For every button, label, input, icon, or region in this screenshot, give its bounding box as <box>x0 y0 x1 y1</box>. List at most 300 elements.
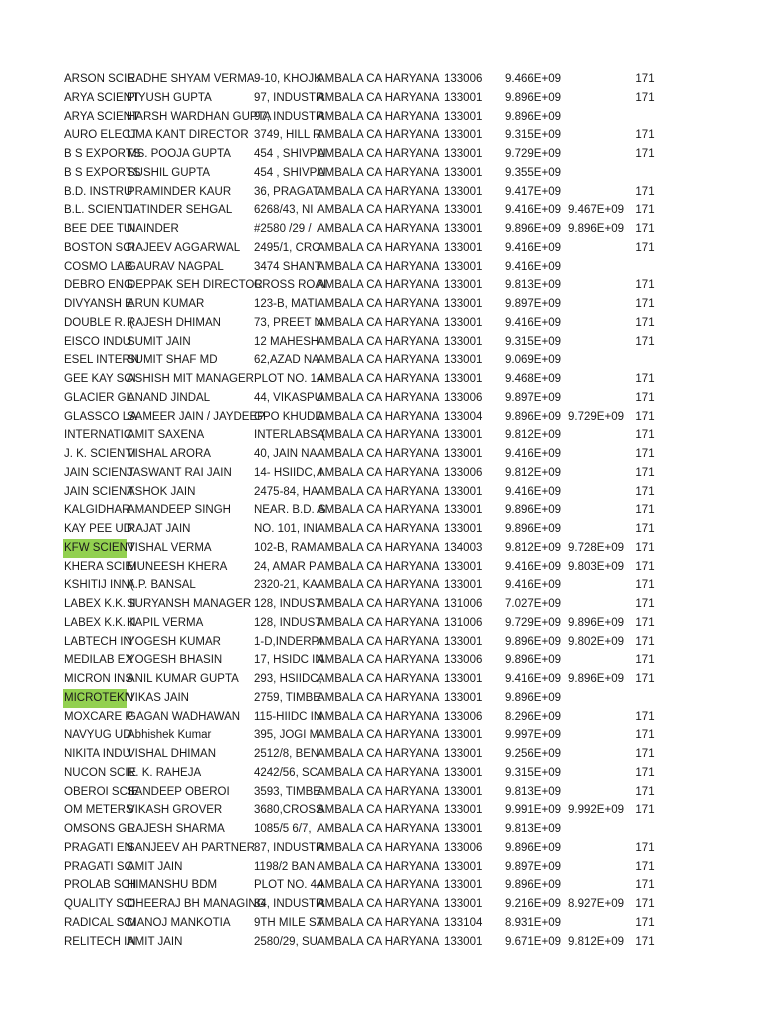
phone-cell[interactable]: 9.812E+09 <box>505 429 561 442</box>
city-state-cell[interactable]: AMBALA CA HARYANA <box>317 279 440 292</box>
company-cell[interactable]: OM METERS <box>64 804 134 817</box>
contact-cell[interactable]: YOGESH KUMAR <box>127 635 221 648</box>
code-cell[interactable]: 171 <box>635 748 655 760</box>
company-cell[interactable]: ESEL INTERN <box>64 354 139 367</box>
address-cell[interactable]: 6268/43, NI <box>254 204 314 217</box>
contact-cell[interactable]: KAPIL VERMA <box>127 616 204 629</box>
code-cell[interactable]: 171 <box>635 673 655 685</box>
phone-cell[interactable]: 9.813E+09 <box>505 279 561 292</box>
contact-cell[interactable]: JASWANT RAI JAIN <box>127 466 232 479</box>
address-cell[interactable]: 84, INDUSTR <box>254 898 325 910</box>
phone-cell[interactable]: 9.897E+09 <box>505 391 561 404</box>
address-cell[interactable]: CROSS ROAI <box>254 279 327 292</box>
contact-cell[interactable]: MANOJ MANKOTIA <box>127 916 231 929</box>
pincode-cell[interactable]: 133004 <box>444 410 483 423</box>
phone-cell[interactable]: 9.315E+09 <box>505 335 561 348</box>
city-state-cell[interactable]: AMBALA CA HARYANA <box>317 373 440 385</box>
contact-cell[interactable]: SURYANSH MANAGER <box>127 598 252 610</box>
phone-cell[interactable]: 9.468E+09 <box>505 373 561 385</box>
company-cell[interactable]: DOUBLE R. ( <box>64 316 134 329</box>
pincode-cell[interactable]: 133001 <box>444 448 483 460</box>
address-cell[interactable]: 454 , SHIVPU <box>254 166 326 179</box>
phone2-cell[interactable] <box>566 745 624 764</box>
phone2-cell[interactable] <box>566 689 624 708</box>
city-state-cell[interactable]: AMBALA CA HARYANA <box>317 560 440 573</box>
code-cell[interactable]: 171 <box>635 223 655 235</box>
code-cell[interactable]: 171 <box>635 241 655 254</box>
code-cell[interactable]: 171 <box>635 710 655 723</box>
code-cell[interactable]: 171 <box>635 373 655 385</box>
pincode-cell[interactable]: 133001 <box>444 316 483 329</box>
city-state-cell[interactable]: AMBALA CA HARYANA <box>317 691 440 704</box>
pincode-cell[interactable]: 133001 <box>444 635 483 648</box>
pincode-cell[interactable]: 133001 <box>444 748 483 760</box>
phone-cell[interactable]: 9.416E+09 <box>505 260 561 273</box>
address-cell[interactable]: 24, AMAR P <box>254 560 317 573</box>
phone2-cell[interactable] <box>566 89 624 108</box>
address-cell[interactable]: 4242/56, SC <box>254 766 318 779</box>
company-cell[interactable]: KAY PEE UD' <box>64 523 135 535</box>
company-cell[interactable]: NIKITA INDU <box>64 748 131 760</box>
phone-cell[interactable]: 9.896E+09 <box>505 110 561 123</box>
phone-cell[interactable]: 9.897E+09 <box>505 860 561 873</box>
city-state-cell[interactable]: AMBALA CA HARYANA <box>317 748 440 760</box>
city-state-cell[interactable]: AMBALA CA HARYANA <box>317 841 440 854</box>
address-cell[interactable]: 9TH MILE ST <box>254 916 324 929</box>
phone2-cell[interactable] <box>566 276 624 295</box>
phone-cell[interactable]: 9.896E+09 <box>505 410 561 423</box>
pincode-cell[interactable]: 133001 <box>444 429 483 442</box>
pincode-cell[interactable]: 133006 <box>444 654 483 667</box>
contact-cell[interactable]: AMIT JAIN <box>127 860 183 873</box>
phone2-cell[interactable] <box>566 426 624 445</box>
address-cell[interactable]: 123-B, MATI <box>254 298 318 310</box>
company-cell[interactable]: ARYA SCIENT <box>64 91 139 104</box>
pincode-cell[interactable]: 133001 <box>444 485 483 498</box>
city-state-cell[interactable]: AMBALA CA HARYANA <box>317 335 440 348</box>
phone-cell[interactable]: 9.671E+09 <box>505 935 561 948</box>
address-cell[interactable]: 36, PRAGAT <box>254 185 320 198</box>
company-cell[interactable]: B.D. INSTRU <box>64 185 133 198</box>
phone2-cell[interactable] <box>566 839 624 858</box>
phone-cell[interactable]: 9.897E+09 <box>505 298 561 310</box>
city-state-cell[interactable]: AMBALA CA HARYANA <box>317 73 440 85</box>
company-cell[interactable]: COSMO LAB <box>64 260 133 273</box>
phone2-cell[interactable] <box>566 595 624 614</box>
pincode-cell[interactable]: 133001 <box>444 204 483 217</box>
phone-cell[interactable]: 9.069E+09 <box>505 354 561 367</box>
pincode-cell[interactable]: 133001 <box>444 860 483 873</box>
code-cell[interactable]: 171 <box>635 448 655 460</box>
pincode-cell[interactable]: 133001 <box>444 335 483 348</box>
contact-cell[interactable]: VIKAS JAIN <box>127 691 189 704</box>
contact-cell[interactable]: DHEERAJ BH MANAGING <box>127 898 266 910</box>
code-cell[interactable]: 171 <box>635 729 655 742</box>
city-state-cell[interactable]: AMBALA CA HARYANA <box>317 485 440 498</box>
code-cell[interactable]: 171 <box>635 298 655 310</box>
contact-cell[interactable]: JATINDER SEHGAL <box>127 204 233 217</box>
company-cell[interactable]: MOXCARE P <box>64 710 134 723</box>
pincode-cell[interactable]: 133006 <box>444 710 483 723</box>
pincode-cell[interactable]: 131006 <box>444 598 483 610</box>
company-cell[interactable]: JAIN SCIENT <box>64 466 135 479</box>
code-cell[interactable]: 171 <box>635 279 655 292</box>
phone-cell[interactable]: 9.416E+09 <box>505 241 561 254</box>
address-cell[interactable]: 102-B, RAM <box>254 541 317 554</box>
phone2-cell[interactable] <box>566 651 624 670</box>
phone2-cell[interactable] <box>566 576 624 595</box>
code-cell[interactable] <box>630 689 660 708</box>
city-state-cell[interactable]: AMBALA CA HARYANA <box>317 391 440 404</box>
pincode-cell[interactable]: 133001 <box>444 185 483 198</box>
code-cell[interactable]: 171 <box>635 148 655 160</box>
contact-cell[interactable]: SUMIT SHAF MD <box>127 354 218 367</box>
address-cell[interactable]: 454 , SHIVPU <box>254 148 326 160</box>
pincode-cell[interactable]: 133001 <box>444 804 483 817</box>
company-cell[interactable]: MEDILAB EX <box>64 654 134 667</box>
pincode-cell[interactable]: 133006 <box>444 841 483 854</box>
address-cell[interactable]: 12 MAHESH <box>254 335 320 348</box>
phone-cell[interactable]: 9.256E+09 <box>505 748 561 760</box>
pincode-cell[interactable]: 133001 <box>444 691 483 704</box>
address-cell[interactable]: #2580 /29 / <box>254 223 312 235</box>
phone-cell[interactable]: 9.896E+09 <box>505 223 561 235</box>
address-cell[interactable]: 97, INDUSTR <box>254 110 325 123</box>
address-cell[interactable]: 3474 SHANT <box>254 260 322 273</box>
address-cell[interactable]: 2580/29, SU <box>254 935 318 948</box>
phone2-cell[interactable] <box>566 726 624 745</box>
address-cell[interactable]: 3593, TIMBE <box>254 785 321 798</box>
phone-cell[interactable]: 9.813E+09 <box>505 785 561 798</box>
address-cell[interactable]: 3749, HILL R <box>254 129 322 142</box>
code-cell[interactable]: 171 <box>635 879 655 892</box>
phone-cell[interactable]: 9.315E+09 <box>505 766 561 779</box>
phone-cell[interactable]: 9.812E+09 <box>505 466 561 479</box>
phone-cell[interactable]: 9.416E+09 <box>505 579 561 592</box>
pincode-cell[interactable]: 134003 <box>444 541 483 554</box>
address-cell[interactable]: 2475-84, HA <box>254 485 319 498</box>
address-cell[interactable]: 3680,CROSS <box>254 804 324 817</box>
company-cell[interactable]: INTERNATIC <box>64 429 133 442</box>
code-cell[interactable]: 171 <box>635 91 655 104</box>
phone-cell[interactable]: 9.417E+09 <box>505 185 561 198</box>
city-state-cell[interactable]: AMBALA CA HARYANA <box>317 823 440 835</box>
city-state-cell[interactable]: AMBALA CA HARYANA <box>317 110 440 123</box>
pincode-cell[interactable]: 133006 <box>444 73 483 85</box>
phone2-cell[interactable] <box>566 333 624 352</box>
pincode-cell[interactable]: 133001 <box>444 91 483 104</box>
contact-cell[interactable]: VISHAL VERMA <box>127 541 212 554</box>
pincode-cell[interactable]: 133001 <box>444 523 483 535</box>
code-cell[interactable]: 171 <box>635 204 655 217</box>
phone2-cell[interactable] <box>566 164 624 183</box>
city-state-cell[interactable]: AMBALA CA HARYANA <box>317 448 440 460</box>
phone-cell[interactable]: 9.729E+09 <box>505 616 561 629</box>
pincode-cell[interactable]: 133001 <box>444 673 483 685</box>
phone2-cell[interactable] <box>566 370 624 389</box>
contact-cell[interactable]: A.P. BANSAL <box>127 579 196 592</box>
company-cell[interactable]: NUCON SCIE <box>64 766 137 779</box>
city-state-cell[interactable]: AMBALA CA HARYANA <box>317 354 440 367</box>
phone2-cell[interactable] <box>566 520 624 539</box>
pincode-cell[interactable]: 133001 <box>444 560 483 573</box>
pincode-cell[interactable]: 133001 <box>444 129 483 142</box>
phone2-cell[interactable] <box>566 483 624 502</box>
code-cell[interactable]: 171 <box>635 466 655 479</box>
phone2-cell[interactable]: 9.729E+09 <box>568 410 624 423</box>
phone2-cell[interactable]: 9.896E+09 <box>568 616 624 629</box>
phone-cell[interactable]: 9.812E+09 <box>505 541 561 554</box>
company-cell[interactable]: MICRON INS <box>64 673 133 685</box>
contact-cell[interactable]: MS. POOJA GUPTA <box>127 148 231 160</box>
contact-cell[interactable]: NAINDER <box>127 223 179 235</box>
code-cell[interactable]: 171 <box>635 185 655 198</box>
phone-cell[interactable]: 9.315E+09 <box>505 129 561 142</box>
phone2-cell[interactable] <box>566 314 624 333</box>
code-cell[interactable]: 171 <box>635 654 655 667</box>
phone-cell[interactable]: 9.896E+09 <box>505 504 561 517</box>
contact-cell[interactable]: AMIT SAXENA <box>127 429 205 442</box>
address-cell[interactable]: 2759, TIMBE <box>254 691 321 704</box>
phone-cell[interactable]: 9.416E+09 <box>505 560 561 573</box>
city-state-cell[interactable]: AMBALA CA HARYANA <box>317 766 440 779</box>
address-cell[interactable]: 17, HSIDC IN <box>254 654 324 667</box>
phone-cell[interactable]: 9.466E+09 <box>505 73 561 85</box>
phone-cell[interactable]: 8.931E+09 <box>505 916 561 929</box>
code-cell[interactable]: 171 <box>635 316 655 329</box>
address-cell[interactable]: 128, INDUST <box>254 598 323 610</box>
phone-cell[interactable]: 9.729E+09 <box>505 148 561 160</box>
code-cell[interactable]: 171 <box>635 335 655 348</box>
pincode-cell[interactable]: 133001 <box>444 579 483 592</box>
pincode-cell[interactable]: 133001 <box>444 766 483 779</box>
phone-cell[interactable]: 7.027E+09 <box>505 598 561 610</box>
code-cell[interactable]: 171 <box>635 485 655 498</box>
code-cell[interactable]: 171 <box>635 898 655 910</box>
company-cell[interactable]: EISCO INDU <box>64 335 132 348</box>
company-cell[interactable]: PRAGATI EN <box>64 841 133 854</box>
city-state-cell[interactable]: AMBALA CA HARYANA <box>317 654 440 667</box>
address-cell[interactable]: 9-10, KHOJK <box>254 73 322 85</box>
code-cell[interactable]: 171 <box>635 785 655 798</box>
company-cell[interactable]: KFW SCIENT <box>63 539 127 558</box>
address-cell[interactable]: 1198/2 BAN <box>254 860 316 873</box>
contact-cell[interactable]: HARSH WARDHAN GUPTA <box>127 110 272 123</box>
contact-cell[interactable]: PRAMINDER KAUR <box>127 185 232 198</box>
phone-cell[interactable]: 9.896E+09 <box>505 91 561 104</box>
company-cell[interactable]: J. K. SCIENTI <box>64 448 136 460</box>
address-cell[interactable]: 62,AZAD NA <box>254 354 320 367</box>
contact-cell[interactable]: RAJAT JAIN <box>127 523 191 535</box>
contact-cell[interactable]: SUMIT JAIN <box>127 335 191 348</box>
address-cell[interactable]: 73, PREET N <box>254 316 323 329</box>
code-cell[interactable]: 171 <box>635 916 655 929</box>
city-state-cell[interactable]: AMBALA CA HARYANA <box>317 541 440 554</box>
phone-cell[interactable]: 9.416E+09 <box>505 448 561 460</box>
contact-cell[interactable]: SAMEER JAIN / JAYDEEP <box>127 410 265 423</box>
pincode-cell[interactable]: 133001 <box>444 785 483 798</box>
pincode-cell[interactable]: 133001 <box>444 935 483 948</box>
phone2-cell[interactable] <box>566 70 624 89</box>
city-state-cell[interactable]: AMBALA CA HARYANA <box>317 635 440 648</box>
phone2-cell[interactable] <box>566 239 624 258</box>
code-cell[interactable]: 171 <box>635 410 655 423</box>
city-state-cell[interactable]: AMBALA CA HARYANA <box>317 91 440 104</box>
code-cell[interactable]: 171 <box>635 616 655 629</box>
code-cell[interactable] <box>630 820 660 839</box>
contact-cell[interactable]: ASHISH MIT MANAGER <box>127 373 254 385</box>
address-cell[interactable]: 128, INDUST <box>254 616 323 629</box>
company-cell[interactable]: KHERA SCIEI <box>64 560 137 573</box>
company-cell[interactable]: KSHITIJ INN( <box>64 579 134 592</box>
phone2-cell[interactable]: 9.896E+09 <box>568 223 624 235</box>
code-cell[interactable]: 171 <box>635 391 655 404</box>
phone2-cell[interactable] <box>566 145 624 164</box>
phone-cell[interactable]: 9.896E+09 <box>505 879 561 892</box>
phone2-cell[interactable]: 9.812E+09 <box>568 935 624 948</box>
phone-cell[interactable]: 9.416E+09 <box>505 485 561 498</box>
contact-cell[interactable]: GAGAN WADHAWAN <box>127 710 241 723</box>
phone2-cell[interactable]: 9.992E+09 <box>568 804 624 817</box>
phone2-cell[interactable]: 8.927E+09 <box>568 898 624 910</box>
address-cell[interactable]: 97, INDUSTR <box>254 91 325 104</box>
contact-cell[interactable]: YOGESH BHASIN <box>127 654 223 667</box>
address-cell[interactable]: NEAR. B.D. S <box>254 504 326 517</box>
contact-cell[interactable]: SANJEEV AH PARTNER <box>127 841 256 854</box>
phone2-cell[interactable]: 9.802E+09 <box>568 635 624 648</box>
address-cell[interactable]: 40, JAIN NA <box>254 448 318 460</box>
city-state-cell[interactable]: AMBALA CA HARYANA <box>317 879 440 892</box>
contact-cell[interactable]: PIYUSH GUPTA <box>127 91 212 104</box>
contact-cell[interactable]: AMIT JAIN <box>127 935 183 948</box>
phone-cell[interactable]: 8.296E+09 <box>505 710 561 723</box>
company-cell[interactable]: RELITECH IN <box>64 935 136 948</box>
contact-cell[interactable]: R. K. RAHEJA <box>127 766 202 779</box>
company-cell[interactable]: DIVYANSH E <box>64 298 133 310</box>
code-cell[interactable]: 171 <box>635 635 655 648</box>
city-state-cell[interactable]: AMBALA CA HARYANA <box>317 466 440 479</box>
city-state-cell[interactable]: AMBALA CA HARYANA <box>317 429 440 442</box>
phone-cell[interactable]: 9.416E+09 <box>505 673 561 685</box>
address-cell[interactable]: GPO KHUDD <box>254 410 324 423</box>
address-cell[interactable]: 2320-21, KA <box>254 579 318 592</box>
address-cell[interactable]: 87, INDUSTR <box>254 841 325 854</box>
phone-cell[interactable]: 9.216E+09 <box>505 898 561 910</box>
company-cell[interactable]: ARYA SCIENT <box>64 110 139 123</box>
contact-cell[interactable]: RAJEEV AGGARWAL <box>127 241 241 254</box>
contact-cell[interactable]: MUNEESH KHERA <box>127 560 228 573</box>
phone-cell[interactable]: 9.991E+09 <box>505 804 561 817</box>
phone2-cell[interactable]: 9.803E+09 <box>568 560 624 573</box>
city-state-cell[interactable]: AMBALA CA HARYANA <box>317 148 440 160</box>
company-cell[interactable]: B.L. SCIENTI <box>64 204 134 217</box>
code-cell[interactable] <box>630 258 660 277</box>
company-cell[interactable]: DEBRO ENG <box>64 279 134 292</box>
phone2-cell[interactable] <box>566 445 624 464</box>
contact-cell[interactable]: ASHOK JAIN <box>127 485 196 498</box>
city-state-cell[interactable]: AMBALA CA HARYANA <box>317 673 440 685</box>
phone2-cell[interactable]: 9.728E+09 <box>568 541 624 554</box>
company-cell[interactable]: RADICAL SCI <box>64 916 136 929</box>
company-cell[interactable]: NAVYUG UD <box>64 729 132 742</box>
contact-cell[interactable]: VISHAL DHIMAN <box>127 748 217 760</box>
pincode-cell[interactable]: 133104 <box>444 916 483 929</box>
address-cell[interactable]: 2495/1, CRC <box>254 241 321 254</box>
city-state-cell[interactable]: AMBALA CA HARYANA <box>317 935 440 948</box>
phone2-cell[interactable] <box>566 783 624 802</box>
code-cell[interactable] <box>630 108 660 127</box>
company-cell[interactable]: QUALITY SCI <box>64 898 136 910</box>
city-state-cell[interactable]: AMBALA CA HARYANA <box>317 785 440 798</box>
contact-cell[interactable]: RAJESH SHARMA <box>127 823 225 835</box>
pincode-cell[interactable]: 133001 <box>444 166 483 179</box>
phone2-cell[interactable] <box>566 126 624 145</box>
pincode-cell[interactable]: 133001 <box>444 898 483 910</box>
city-state-cell[interactable]: AMBALA CA HARYANA <box>317 298 440 310</box>
pincode-cell[interactable]: 133001 <box>444 241 483 254</box>
contact-cell[interactable]: ANAND JINDAL <box>127 391 211 404</box>
phone-cell[interactable]: 9.416E+09 <box>505 204 561 217</box>
city-state-cell[interactable]: AMBALA CA HARYANA <box>317 916 440 929</box>
pincode-cell[interactable]: 133001 <box>444 823 483 835</box>
city-state-cell[interactable]: AMBALA CA HARYANA <box>317 710 440 723</box>
phone-cell[interactable]: 9.355E+09 <box>505 166 561 179</box>
contact-cell[interactable]: Abhishek Kumar <box>127 729 212 742</box>
city-state-cell[interactable]: AMBALA CA HARYANA <box>317 410 440 423</box>
city-state-cell[interactable]: AMBALA CA HARYANA <box>317 185 440 198</box>
address-cell[interactable]: INTERLABS ( <box>254 429 325 442</box>
phone2-cell[interactable] <box>566 876 624 895</box>
code-cell[interactable]: 171 <box>635 579 655 592</box>
city-state-cell[interactable]: AMBALA CA HARYANA <box>317 523 440 535</box>
address-cell[interactable]: 1-D,INDERPI <box>254 635 323 648</box>
address-cell[interactable]: PLOT NO. 14 <box>254 373 324 385</box>
company-cell[interactable]: ARSON SCIE <box>64 73 135 85</box>
phone-cell[interactable]: 9.813E+09 <box>505 823 561 835</box>
contact-cell[interactable]: AMANDEEP SINGH <box>127 504 231 517</box>
city-state-cell[interactable]: AMBALA CA HARYANA <box>317 504 440 517</box>
phone2-cell[interactable] <box>566 108 624 127</box>
city-state-cell[interactable]: AMBALA CA HARYANA <box>317 860 440 873</box>
address-cell[interactable]: 1085/5 6/7, <box>254 823 312 835</box>
city-state-cell[interactable]: AMBALA CA HARYANA <box>317 616 440 629</box>
phone2-cell[interactable] <box>566 764 624 783</box>
phone2-cell[interactable] <box>566 708 624 727</box>
city-state-cell[interactable]: AMBALA CA HARYANA <box>317 241 440 254</box>
city-state-cell[interactable]: AMBALA CA HARYANA <box>317 223 440 235</box>
phone2-cell[interactable]: 9.896E+09 <box>568 673 624 685</box>
phone2-cell[interactable] <box>566 501 624 520</box>
company-cell[interactable]: GLACIER GL <box>64 391 134 404</box>
phone2-cell[interactable] <box>566 464 624 483</box>
address-cell[interactable]: 14- HSIIDC, I <box>254 466 323 479</box>
pincode-cell[interactable]: 133001 <box>444 148 483 160</box>
company-cell[interactable]: OBEROI SCIE <box>64 785 139 798</box>
phone-cell[interactable]: 9.997E+09 <box>505 729 561 742</box>
pincode-cell[interactable]: 133006 <box>444 466 483 479</box>
phone2-cell[interactable] <box>566 295 624 314</box>
code-cell[interactable]: 171 <box>635 504 655 517</box>
phone-cell[interactable]: 9.896E+09 <box>505 635 561 648</box>
city-state-cell[interactable]: AMBALA CA HARYANA <box>317 579 440 592</box>
company-cell[interactable]: AURO ELECT <box>64 129 138 142</box>
address-cell[interactable]: NO. 101, INI <box>254 523 318 535</box>
city-state-cell[interactable]: AMBALA CA HARYANA <box>317 166 440 179</box>
company-cell[interactable]: PROLAB SCII <box>64 879 137 892</box>
company-cell[interactable]: BOSTON SCI <box>64 241 135 254</box>
contact-cell[interactable]: RADHE SHYAM VERMA <box>127 73 255 85</box>
company-cell[interactable]: GLASSCO LA <box>64 410 137 423</box>
